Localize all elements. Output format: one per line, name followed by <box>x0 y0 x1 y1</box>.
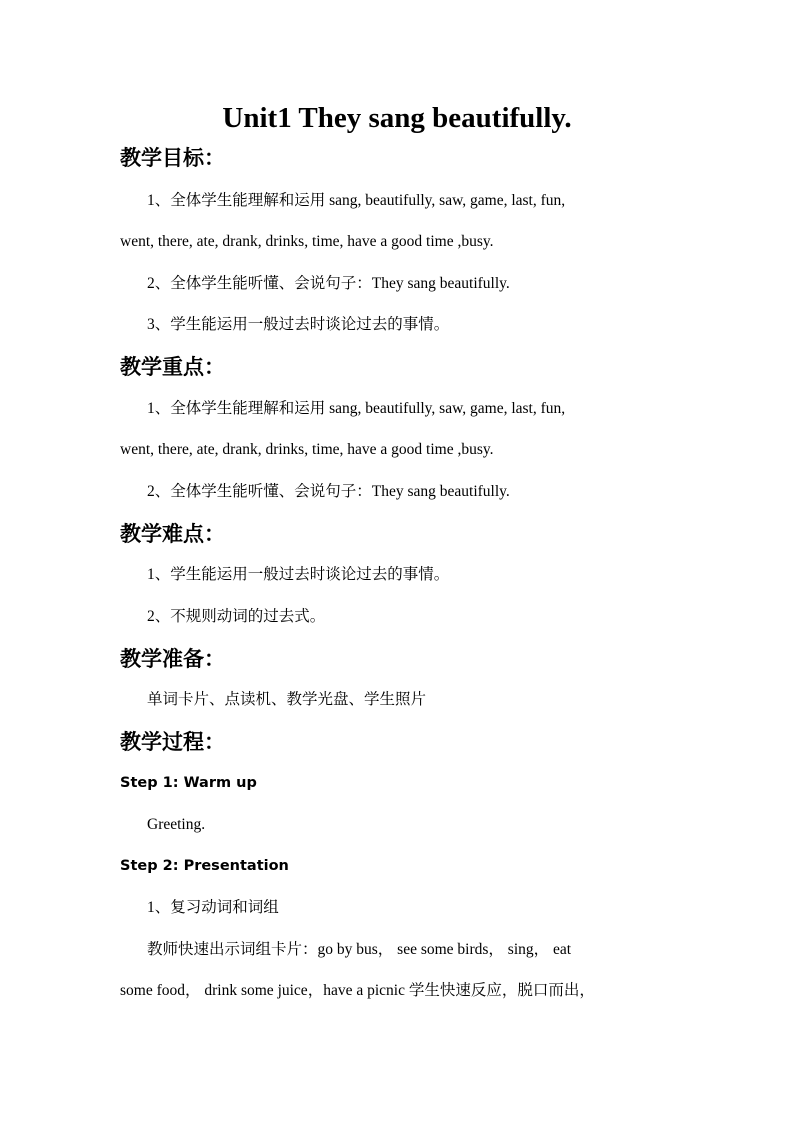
step-2-item-1: 1、复习动词和词组 <box>147 899 279 916</box>
process-heading: 教学过程： <box>120 730 225 754</box>
difficulties-item-2: 2、不规则动词的过去式。 <box>147 608 326 625</box>
document-title: Unit1 They sang beautifully. <box>222 102 572 134</box>
objectives-item-1-line-2: went, there, ate, drank, drinks, time, have a good time ,busy. <box>120 233 494 250</box>
objectives-item-1-line-1: 1、全体学生能理解和运用 sang, beautifully, saw, game, last, fun, <box>147 192 566 209</box>
preparation-heading: 教学准备： <box>120 647 225 671</box>
difficulties-item-1: 1、学生能运用一般过去时谈论过去的事情。 <box>147 566 450 583</box>
step-2-title: Step 2: Presentation <box>120 858 289 874</box>
step-2-text-line-2: some food， drink some juice，have a picnic 学生快速反应，脱口而出， <box>120 982 595 999</box>
objectives-heading: 教学目标： <box>120 146 225 170</box>
step-1-content: Greeting. <box>147 816 206 833</box>
step-1-title: Step 1: Warm up <box>120 775 257 791</box>
objectives-item-3: 3、学生能运用一般过去时谈论过去的事情。 <box>147 316 450 333</box>
key-points-item-2: 2、全体学生能听懂、会说句子：They sang beautifully. <box>147 483 510 500</box>
key-points-item-1-line-1: 1、全体学生能理解和运用 sang, beautifully, saw, game, last, fun, <box>147 400 566 417</box>
step-2-text-line-1: 教师快速出示词组卡片：go by bus， see some birds， sing， eat <box>147 941 572 958</box>
preparation-content: 单词卡片、点读机、教学光盘、学生照片 <box>147 691 427 708</box>
key-points-item-1-line-2: went, there, ate, drank, drinks, time, have a good time ,busy. <box>120 441 494 458</box>
objectives-item-2: 2、全体学生能听懂、会说句子：They sang beautifully. <box>147 275 510 292</box>
difficulties-heading: 教学难点： <box>120 522 225 546</box>
key-points-heading: 教学重点： <box>120 355 225 379</box>
